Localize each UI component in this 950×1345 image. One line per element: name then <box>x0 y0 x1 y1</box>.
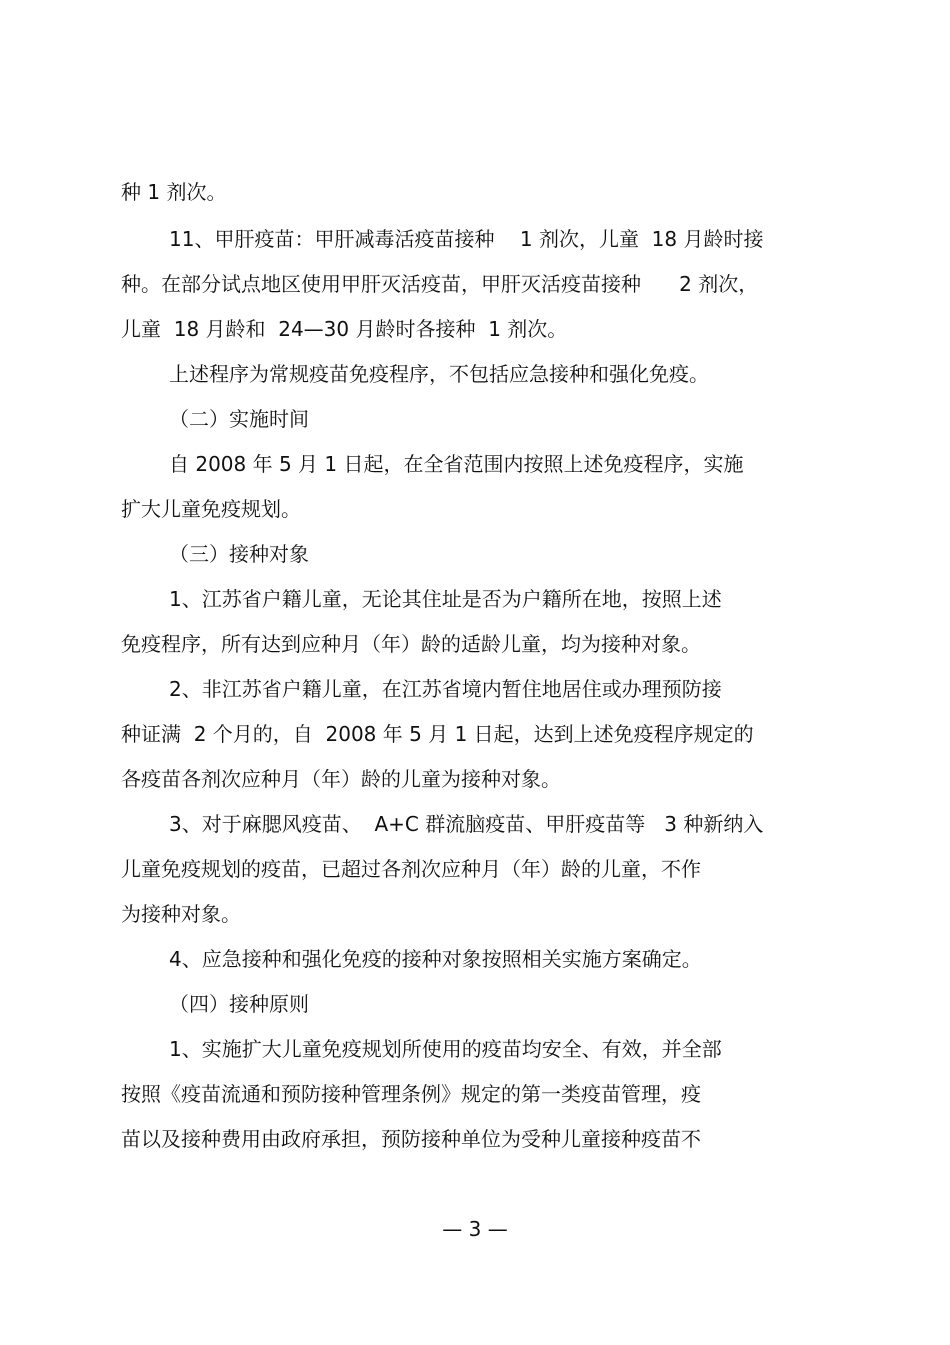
text-line: 上述程序为常规疫苗免疫程序，不包括应急接种和强化免疫。 <box>169 362 709 386</box>
text-line: 4、应急接种和强化免疫的接种对象按照相关实施方案确定。 <box>169 947 702 971</box>
text-line: 儿童 18 月龄和 24—30 月龄时各接种 1 剂次。 <box>121 317 568 341</box>
text-line: 免疫程序，所有达到应种月（年）龄的适龄儿童，均为接种对象。 <box>121 632 701 656</box>
text-line: 1、实施扩大儿童免疫规划所使用的疫苗均安全、有效，并全部 <box>169 1037 722 1061</box>
section-heading: （三）接种对象 <box>169 542 309 566</box>
text-line: 种证满 2 个月的，自 2008 年 5 月 1 日起，达到上述免疫程序规定的 <box>121 722 754 746</box>
text-line: 儿童免疫规划的疫苗，已超过各剂次应种月（年）龄的儿童，不作 <box>121 857 701 881</box>
page-number: — 3 — <box>442 1217 508 1241</box>
section-heading: （四）接种原则 <box>169 992 309 1016</box>
text-line: 扩大儿童免疫规划。 <box>121 497 301 521</box>
text-line: 种。在部分试点地区使用甲肝灭活疫苗，甲肝灭活疫苗接种 2 剂次， <box>121 272 759 296</box>
text-line: 苗以及接种费用由政府承担，预防接种单位为受种儿童接种疫苗不 <box>121 1127 701 1151</box>
text-line: 自 2008 年 5 月 1 日起，在全省范围内按照上述免疫程序，实施 <box>169 452 744 476</box>
section-heading: （二）实施时间 <box>169 407 309 431</box>
text-line: 为接种对象。 <box>121 902 241 926</box>
text-line: 3、对于麻腮风疫苗、 A+C 群流脑疫苗、甲肝疫苗等 3 种新纳入 <box>169 812 764 836</box>
text-line: 各疫苗各剂次应种月（年）龄的儿童为接种对象。 <box>121 767 561 791</box>
text-line: 1、江苏省户籍儿童，无论其住址是否为户籍所在地，按照上述 <box>169 587 722 611</box>
text-line: 种 1 剂次。 <box>121 180 227 204</box>
text-line: 2、非江苏省户籍儿童，在江苏省境内暂住地居住或办理预防接 <box>169 677 722 701</box>
text-line: 11、甲肝疫苗：甲肝减毒活疫苗接种 1 剂次，儿童 18 月龄时接 <box>169 227 764 251</box>
text-line: 按照《疫苗流通和预防接种管理条例》规定的第一类疫苗管理，疫 <box>121 1082 701 1106</box>
